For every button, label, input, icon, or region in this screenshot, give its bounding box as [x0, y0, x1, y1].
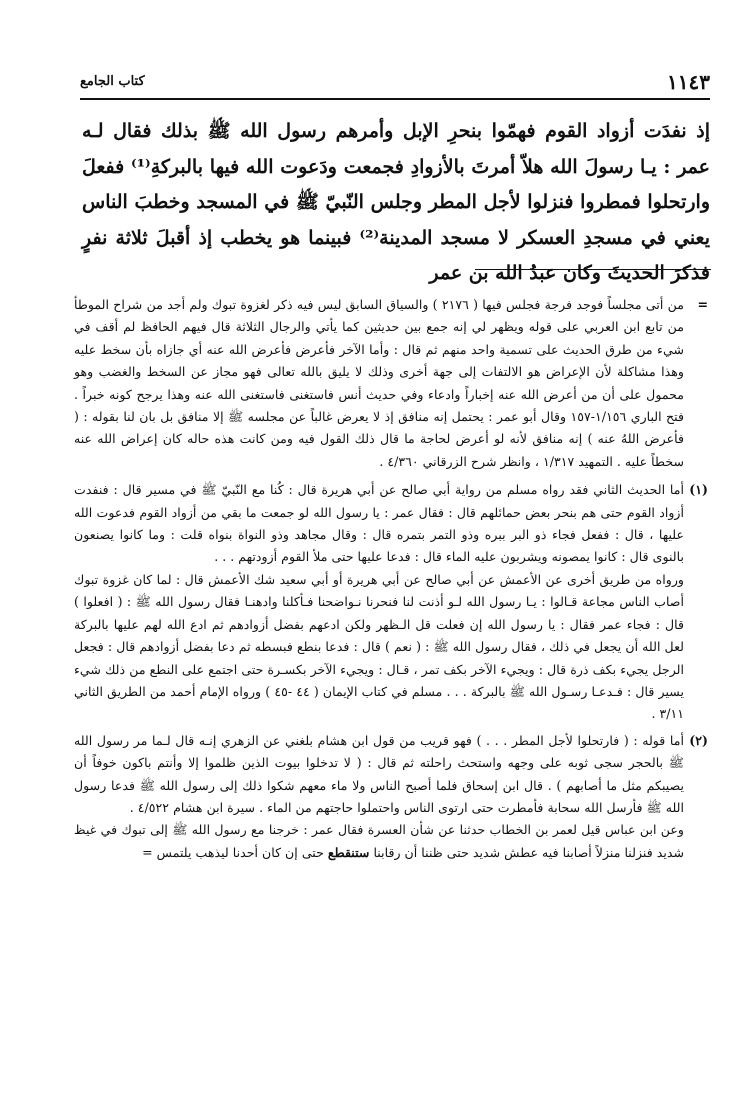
footnotes: [74, 294, 708, 864]
footnote-continuation: [74, 294, 708, 473]
footnote-1-paragraph-1: أما الحديث الثاني فقد رواه مسلم من رواية أبي صالح عن أبي هريرة قال : كُنا مع النّبيّ ﷺ في مسير قال : فنفدت أزواد القوم حتى هم بنحر بعض حمائلهم قال : فقال عمر : يا رسول الله لو جمعت ما بقي من أزواد القوم فدعوت الله عليها ، قال : ففعل فجاء ذو البر ببره وذو التمر بتمره قال : وقال مجاهد وذو النواة بنواه قلت : وما كانوا يصنعون بالنوى قال : كانوا يمصونه ويشربون عليه الماء قال : فدعا عليها حتى ملأ القوم أزودتهم . . .: [74, 482, 684, 565]
main-text-block: [82, 114, 710, 292]
footnote-2-marker: (٢): [689, 732, 708, 748]
main-paragraph: إذ نفدَت أزواد القوم فهمّوا بنحرِ الإبل وأمرهم رسول الله ﷺ بذلك فقال لـه عمر : يـا رسولَ الله هلاّ أمرتَ بالأزوادِ فجمعت ودَعوت الله فيها بالبركةِ⁽¹⁾ ففعلَ وارتحلوا فمطروا فنزلوا لأجل المطر وجلس النّبيّ ﷺ في المسجد وخطبَ الناس يعني في مسجدِ العسكر لا مسجد المدينة⁽²⁾ فبينما هو يخطب إذ أقبلَ ثلاثة نفرٍ فذكرَ الحديثَ وكان عبدُ الله بن عمر: [82, 120, 711, 284]
footnote-continuation-text: من أتى مجلساً فوجد فرجة فجلس فيها ( ٢١٧٦ ) والسياق السابق ليس فيه ذكر لغزوة تبوك ولم أجد من شراح الموطأ من تابع ابن العربي على قوله ويظهر لي إنه جمع بين حديثين كما يأتي والرجال الثلاثة قال فيهم الحافظ لم أقف في شيء من طرق الحديث على تسمية واحد منهم ثم قال : وأما الآخر فأعرض فأعرض الله عنه أي جازاه بأن سخط عليه وهذا مشاكلة لأن الإعراض هو الالتفات إلى جهة أخرى وذلك لا يليق بالله تعالى فهو مجاز عن السخط والغضب وهو محمول على أن من أعرض الله عنه إخباراً وادعاء وفي حديث أنس فاستغنى فاستغنى الله عنه وهذا يرجح كونه خبراً . فتح الباري ١/١٥٦-١٥٧ وقال أبو عمر : يحتمل إنه منافق إذ لا يعرض غالباً عن مجلسه ﷺ إلا منافق بل بان لنا بقوله : ( فأعرض اللهُ عنه ) إنه منافق لأنه لو أعرض لحاجة ما قال ذلك القول فيه ومن كانت هذه حاله كان إعراض الله عنه سخطاً عليه . التمهيد ١/٣١٧ ، وانظر شرح الزرقاني ٤/٣٦٠ .: [74, 297, 685, 469]
footnote-2-paragraph-2: وعن ابن عباس قيل لعمر بن الخطاب حدثنا عن شأن العسرة فقال عمر : خرجنا مع رسول الله ﷺ إلى تبوك في غيظ شديد فنزلنا منزلاً أصابنا فيه عطش شديد حتى ظننا أن رقابنا ستنقطع حتى إن كان أحدنا ليذهب يلتمس =: [74, 822, 684, 860]
footnote-1-paragraph-2: ورواه من طريق أخرى عن الأعمش عن أبي صالح عن أبي هريرة أو أبي سعيد شك الأعمش قال : لما كان غزوة تبوك أصاب الناس مجاعة قـالوا : يـا رسول الله لـو أذنت لنا فنحرنا نـواضحنا فـأكلنا وادهنـا فقال رسول الله ﷺ : ( افعلوا ) قال : فجاء عمر فقال : يا رسول الله إن فعلت قل الـظهر ولكن ادعهم بفضل أزوادهم ثم ادع الله لهم عليها بالبركة لعل الله أن يجعل في ذلك ، فقال رسول الله ﷺ : ( نعم ) قال : فدعا بنطع فبسطه ثم دعا بفضل أزوادهم قال : فجعل الرجل يجيء بكف ذرة قال : ويجيء الآخر بكف تمر ، قـال : ويجيء الآخر بكسـرة حتى اجتمع على النطع من ذلك شيء يسير قال : فـدعـا رسـول الله ﷺ بالبركة . . . مسلم في كتاب الإيمان ( ٤٤ -٤٥ ) ورواه الإمام أحمد من الطريق الثاني ٣/١١ .: [74, 571, 685, 722]
footnote-separator: [475, 269, 711, 270]
page-number: ١١٤٣: [667, 70, 710, 94]
footnote-2: [74, 730, 708, 820]
page-header: [80, 70, 710, 100]
footnote-1: [74, 479, 708, 569]
emphasized-word: ستنقطع: [327, 844, 370, 860]
continuation-marker: =: [697, 297, 708, 312]
running-title: كتاب الجامع: [80, 74, 145, 89]
footnote-2-paragraph-1: أما قوله : ( فارتحلوا لأجل المطر . . . ) فهو قريب من قول ابن هشام بلغني عن الزهري إنـه قال لـما مر رسول الله ﷺ بالحجر سجى ثوبه على وجهه واستحث راحلته ثم قال : ( لا تدخلوا بيوت الذين ظلموا إلا وأنتم باكون خوفاً أن يصيبكم مثل ما أصابهم ) . قال ابن إسحاق فلما أصبح الناس ولا ماء معهم شكوا ذلك إلى رسول الله ﷺ فدعا رسول الله ﷺ فأرسل الله سحابة فأمطرت حتى ارتوى الناس واحتملوا حاجتهم من الماء . سيرة ابن هشام ٤/٥٢٢ .: [74, 732, 684, 815]
footnote-1-marker: (١): [689, 482, 708, 498]
header-rule: [80, 98, 710, 100]
